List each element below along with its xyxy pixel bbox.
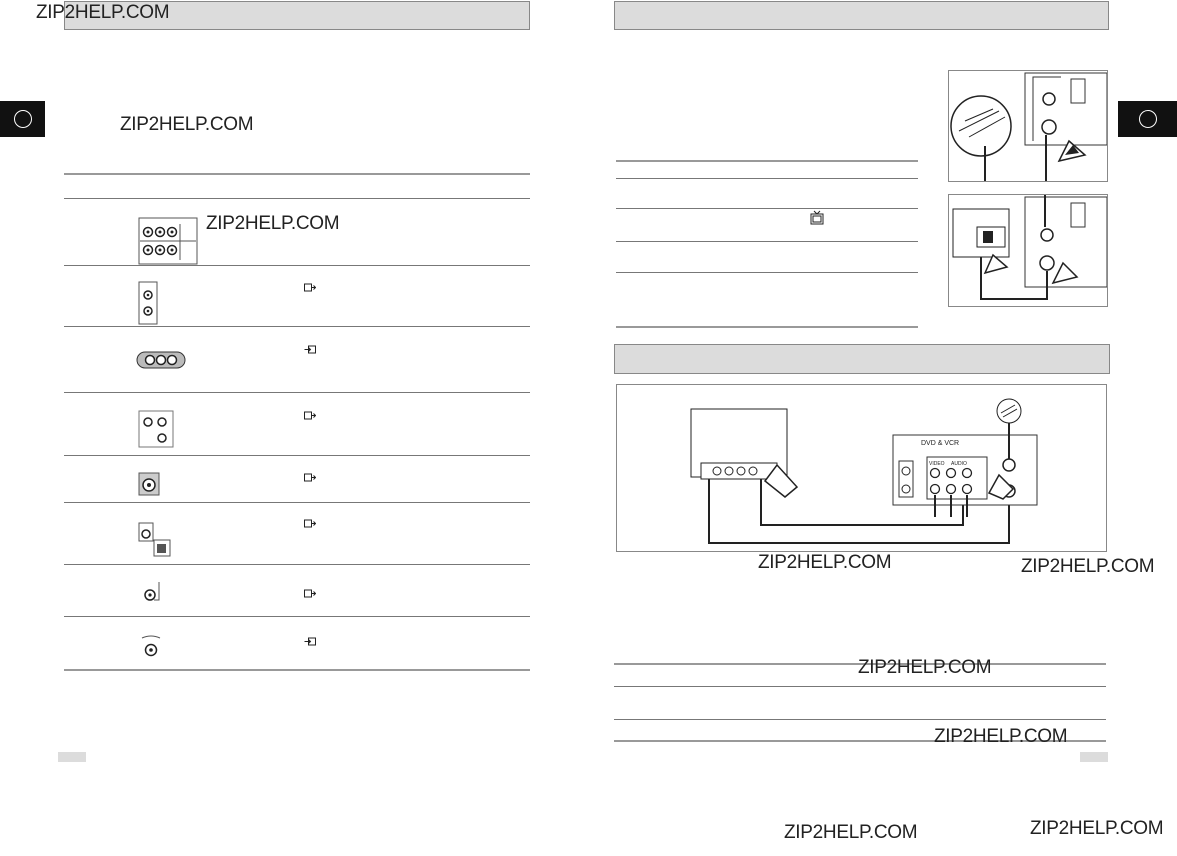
arrow-right-icon bbox=[304, 473, 316, 482]
right-table-top-rule bbox=[616, 160, 918, 162]
watermark-right-edge: ZIP2HELP.COM bbox=[1021, 556, 1155, 577]
component-video-jacks-icon bbox=[138, 281, 158, 325]
circle-icon bbox=[14, 110, 32, 128]
right-page-number-box bbox=[1080, 752, 1108, 762]
watermark-left-heading: ZIP2HELP.COM bbox=[120, 114, 254, 135]
right-section-tab bbox=[1118, 101, 1177, 137]
watermark-left-top: ZIP2HELP.COM bbox=[36, 2, 170, 23]
watermark-bottom-right: ZIP2HELP.COM bbox=[1030, 818, 1164, 839]
arrow-right-icon bbox=[304, 411, 316, 420]
table-row-rule bbox=[64, 502, 530, 503]
tv-icon bbox=[810, 210, 824, 226]
arrow-right-icon bbox=[304, 519, 316, 528]
right-table-rule bbox=[616, 208, 918, 209]
digital-audio-out-jacks-icon bbox=[138, 410, 174, 448]
antenna-in-jack-icon bbox=[140, 634, 162, 660]
bottom-table-rule bbox=[614, 686, 1106, 687]
coaxial-jack-icon bbox=[138, 472, 160, 496]
tv-rf-connection-diagram bbox=[948, 194, 1108, 307]
front-av-input-jacks-icon bbox=[136, 350, 186, 370]
right-table-bottom-rule bbox=[616, 326, 918, 328]
right-page-section-header-bar bbox=[614, 344, 1110, 374]
arrow-left-icon bbox=[304, 345, 316, 354]
table-row-rule bbox=[64, 616, 530, 617]
table-header-rule bbox=[64, 198, 530, 199]
table-row-rule bbox=[64, 455, 530, 456]
arrow-right-icon bbox=[304, 589, 316, 598]
audio-video-output-jacks-icon bbox=[138, 214, 198, 266]
right-table-rule bbox=[616, 241, 918, 242]
arrow-right-icon bbox=[304, 283, 316, 292]
table-row-rule bbox=[64, 265, 530, 266]
jack-label-video: VIDEO bbox=[929, 461, 945, 467]
s-video-jack-icon bbox=[138, 522, 172, 558]
rear-panel-label: DVD & VCR bbox=[921, 440, 960, 447]
table-bottom-rule bbox=[64, 669, 530, 671]
circle-icon bbox=[1139, 110, 1157, 128]
arrow-left-icon bbox=[304, 637, 316, 646]
watermark-right-table-2: ZIP2HELP.COM bbox=[934, 726, 1068, 747]
antenna-connection-diagram bbox=[948, 70, 1108, 182]
watermark-bottom-center: ZIP2HELP.COM bbox=[784, 822, 918, 843]
table-row-rule bbox=[64, 326, 530, 327]
right-page-header-bar bbox=[614, 1, 1109, 30]
jack-label-audio: AUDIO bbox=[951, 461, 967, 467]
bottom-table-rule bbox=[614, 719, 1106, 720]
rf-out-jack-icon bbox=[140, 580, 162, 604]
table-row-rule bbox=[64, 564, 530, 565]
right-table-rule bbox=[616, 272, 918, 273]
left-page-number-box bbox=[58, 752, 86, 762]
watermark-left-row1: ZIP2HELP.COM bbox=[206, 213, 340, 234]
av-connection-diagram bbox=[616, 384, 1107, 552]
right-table-rule bbox=[616, 178, 918, 179]
left-section-tab bbox=[0, 101, 45, 137]
table-row-rule bbox=[64, 392, 530, 393]
watermark-right-table-1: ZIP2HELP.COM bbox=[858, 657, 992, 678]
table-top-rule bbox=[64, 173, 530, 175]
watermark-right-diagram: ZIP2HELP.COM bbox=[758, 552, 892, 573]
